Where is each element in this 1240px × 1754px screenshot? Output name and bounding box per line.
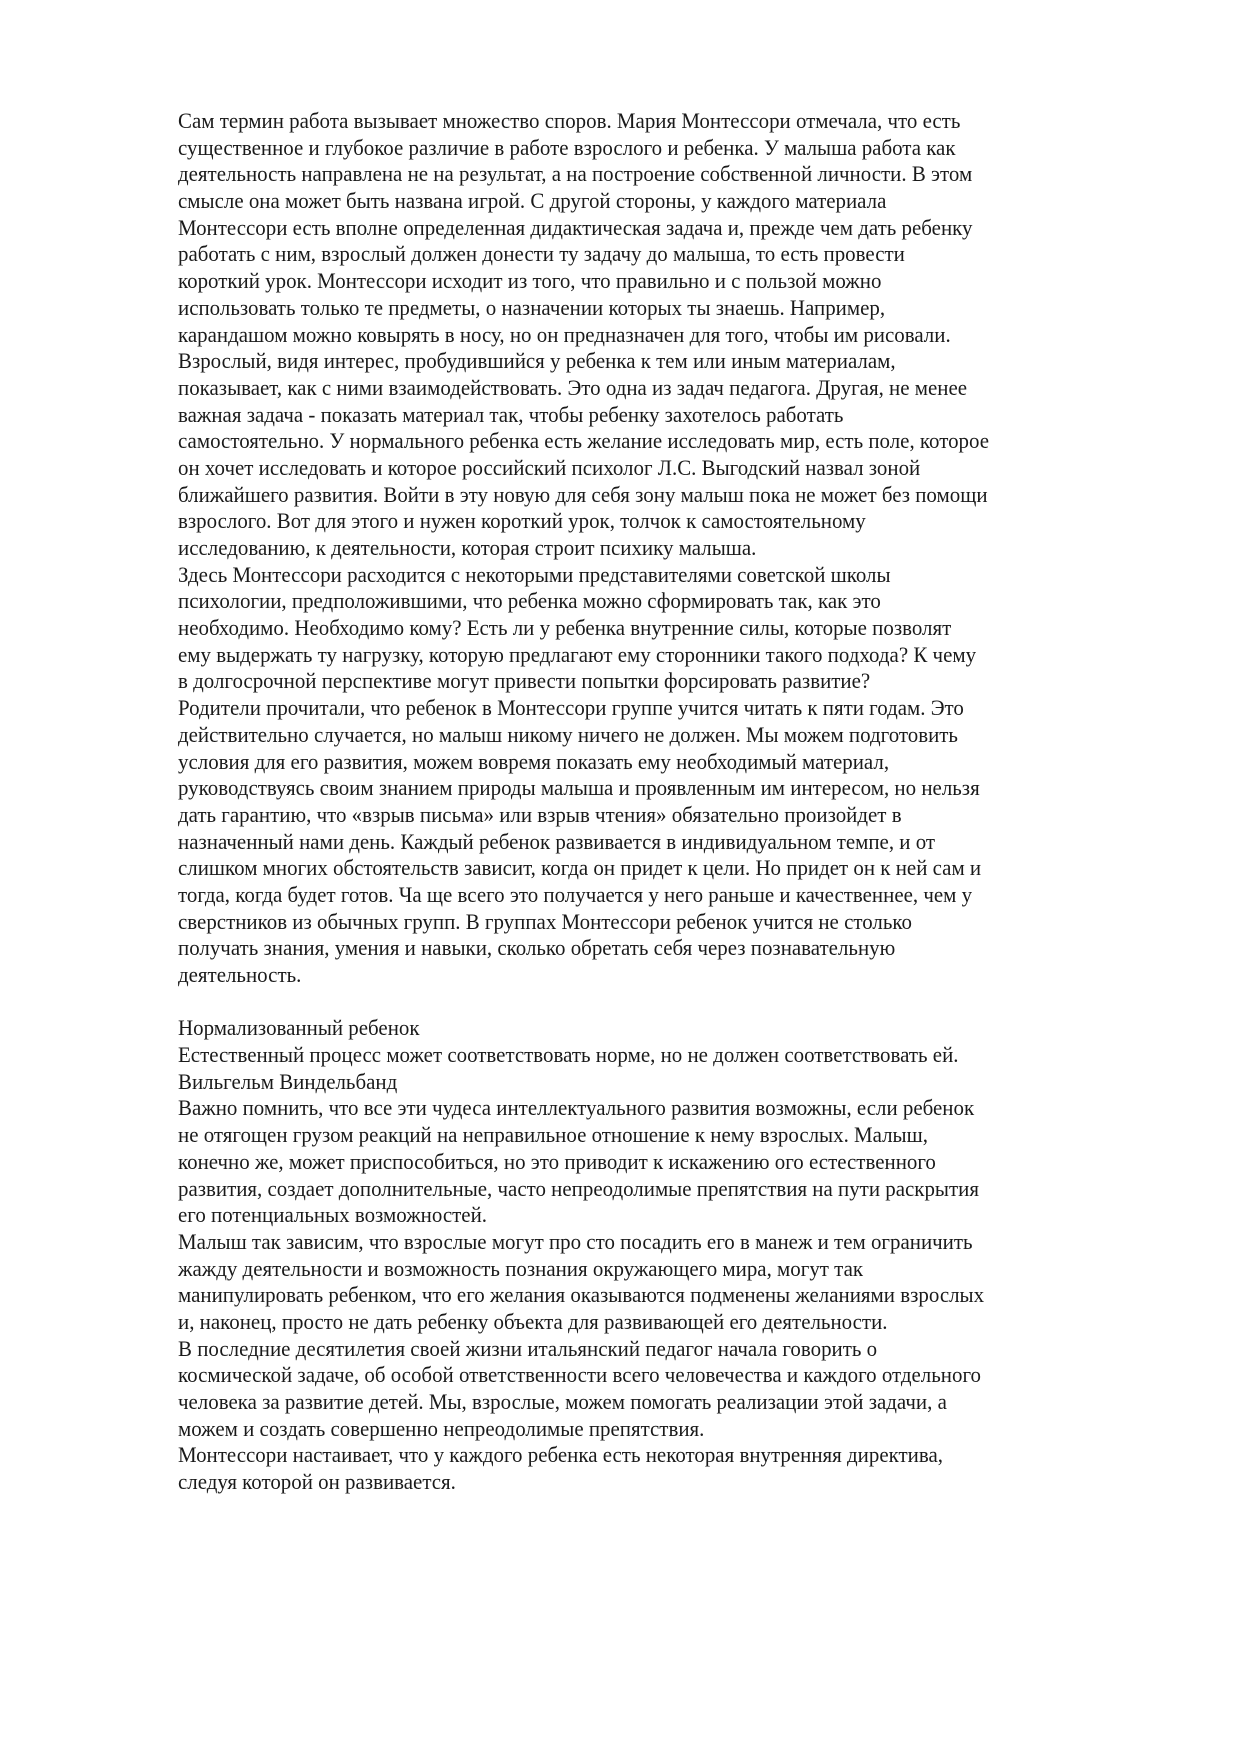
paragraph-line: развития, создает дополнительные, часто непреодолимые препятствия на пути раскрытия (178, 1175, 979, 1201)
heading-line: Нормализованный ребенок (178, 1015, 420, 1041)
paragraph-line: его потенциальных возможностей. (178, 1202, 488, 1228)
paragraph-line: смысле она может быть названа игрой. С другой стороны, у каждого материала (178, 188, 887, 214)
paragraph-line: карандашом можно ковырять в носу, но он предназначен для того, чтобы им рисовали. (178, 321, 951, 347)
paragraph-line: он хочет исследовать и которое российский психолог Л.С. Выгодский назвал зоной (178, 454, 921, 480)
paragraph-line: необходимо. Необходимо кому? Есть ли у ребенка внутренние силы, которые позволят (178, 615, 952, 641)
paragraph-line: работать с ним, взрослый должен донести ту задачу до малыша, то есть провести (178, 241, 905, 267)
paragraph-block (178, 1095, 1078, 1228)
paragraph-line: ближайшего развития. Войти в эту новую для себя зону малыш пока не может без помощи (178, 481, 988, 507)
epigraph-author-block (178, 1069, 1078, 1096)
paragraph-line: Малыш так зависим, что взрослые могут про сто посадить его в манеж и тем ограничить (178, 1228, 973, 1254)
epigraph-author-line: Вильгельм Виндельбанд (178, 1068, 398, 1094)
blank-line (178, 989, 1078, 1016)
paragraph-line: манипулировать ребенком, что его желания оказываются подменены желаниями взрослых (178, 1282, 985, 1308)
paragraph-line: деятельность направлена не на результат, а на построение собственной личности. В этом (178, 161, 973, 187)
paragraph-line: самостоятельно. У нормального ребенка есть желание исследовать мир, есть поле, которое (178, 428, 990, 454)
paragraph-line: можем и создать совершенно непреодолимые препятствия. (178, 1415, 705, 1441)
paragraph-line: ему выдержать ту нагрузку, которую предлагают ему сторонники такого подхода? К чему (178, 641, 977, 667)
paragraph-line: получать знания, умения и навыки, сколько обретать себя через познавательную (178, 935, 896, 961)
paragraph-line: конечно же, может приспособиться, но это приводит к искажению ого естественного (178, 1148, 936, 1174)
paragraph-line: сверстников из обычных групп. В группах Монтессори ребенок учится не столько (178, 908, 912, 934)
paragraph-line: космической задаче, об особой ответственности всего человечества и каждого отдельного (178, 1362, 981, 1388)
paragraph-line: человека за развитие детей. Мы, взрослые, можем помогать реализации этой задачи, а (178, 1389, 947, 1414)
paragraph-line: следуя которой он развивается. (178, 1469, 456, 1495)
epigraph-block (178, 1042, 1078, 1069)
paragraph-line: короткий урок. Монтессори исходит из того, что правильно и с пользой можно (178, 268, 882, 294)
paragraph-line: деятельность. (178, 962, 302, 987)
paragraph-line: назначенный нами день. Каждый ребенок развивается в индивидуальном темпе, и от (178, 828, 936, 854)
paragraph-line: Здесь Монтессори расходится с некоторыми представителями советской школы (178, 561, 891, 587)
paragraph-line: исследованию, к деятельности, которая строит психику малыша. (178, 535, 757, 560)
paragraph-line: важная задача - показать материал так, чтобы ребенку захотелось работать (178, 401, 844, 427)
paragraph-block (178, 695, 1078, 989)
paragraph-line: дать гарантию, что «взрыв письма» или взрыв чтения» обязательно произойдет в (178, 801, 902, 827)
paragraph-line: условия для его развития, можем вовремя показать ему необходимый материал, (178, 748, 890, 774)
paragraph-line: Взрослый, видя интерес, пробудившийся у ребенка к тем или иным материалам, (178, 348, 896, 374)
paragraph-line: психологии, предположившими, что ребенка можно сформировать так, как это (178, 588, 881, 614)
paragraph-line: и, наконец, просто не дать ребенку объекта для развивающей его деятельности. (178, 1308, 888, 1334)
paragraph-block (178, 108, 1078, 562)
paragraph-line: показывает, как с ними взаимодействовать. Это одна из задач педагога. Другая, не менее (178, 374, 968, 400)
paragraph-block (178, 1336, 1078, 1443)
paragraph-line: существенное и глубокое различие в работе взрослого и ребенка. У малыша работа как (178, 134, 956, 160)
paragraph-line: взрослого. Вот для этого и нужен короткий урок, толчок к самостоятельному (178, 508, 866, 534)
paragraph-line: Монтессори есть вполне определенная дидактическая задача и, прежде чем дать ребенку (178, 214, 973, 240)
paragraph-line: не отягощен грузом реакций на неправильное отношение к нему взрослых. Малыш, (178, 1122, 928, 1148)
epigraph-line: Естественный процесс может соответствовать норме, но не должен соответствовать ей. (178, 1042, 959, 1068)
paragraph-block (178, 1229, 1078, 1336)
paragraph-block (178, 562, 1078, 695)
paragraph-line: слишком многих обстоятельств зависит, когда он придет к цели. Но придет он к ней сам и (178, 855, 982, 881)
paragraph-line: жажду деятельности и возможность познания окружающего мира, могут так (178, 1255, 864, 1281)
paragraph-line: в долгосрочной перспективе могут привести попытки форсировать развитие? (178, 668, 871, 694)
paragraph-block (178, 1442, 1078, 1495)
paragraph-line: использовать только те предметы, о назначении которых ты знаешь. Например, (178, 294, 886, 320)
paragraph-line: действительно случается, но малыш никому ничего не должен. Мы можем подготовить (178, 721, 958, 747)
paragraph-line: Сам термин работа вызывает множество споров. Мария Монтессори отмечала, что есть (178, 108, 961, 133)
heading-block (178, 1015, 1078, 1042)
paragraph-line: Родители прочитали, что ребенок в Монтессори группе учится читать к пяти годам. Это (178, 695, 964, 721)
paragraph-line: Важно помнить, что все эти чудеса интеллектуального развития возможны, если ребенок (178, 1095, 975, 1121)
paragraph-line: руководствуясь своим знанием природы малыша и проявленным им интересом, но нельзя (178, 775, 980, 801)
paragraph-line: В последние десятилетия своей жизни итальянский педагог начала говорить о (178, 1335, 878, 1361)
paragraph-line: тогда, когда будет готов. Ча ще всего это получается у него раньше и качественнее, чем у (178, 881, 973, 907)
paragraph-line: Монтессори настаивает, что у каждого ребенка есть некоторая внутренняя директива, (178, 1442, 943, 1468)
document-page (178, 108, 1078, 1496)
